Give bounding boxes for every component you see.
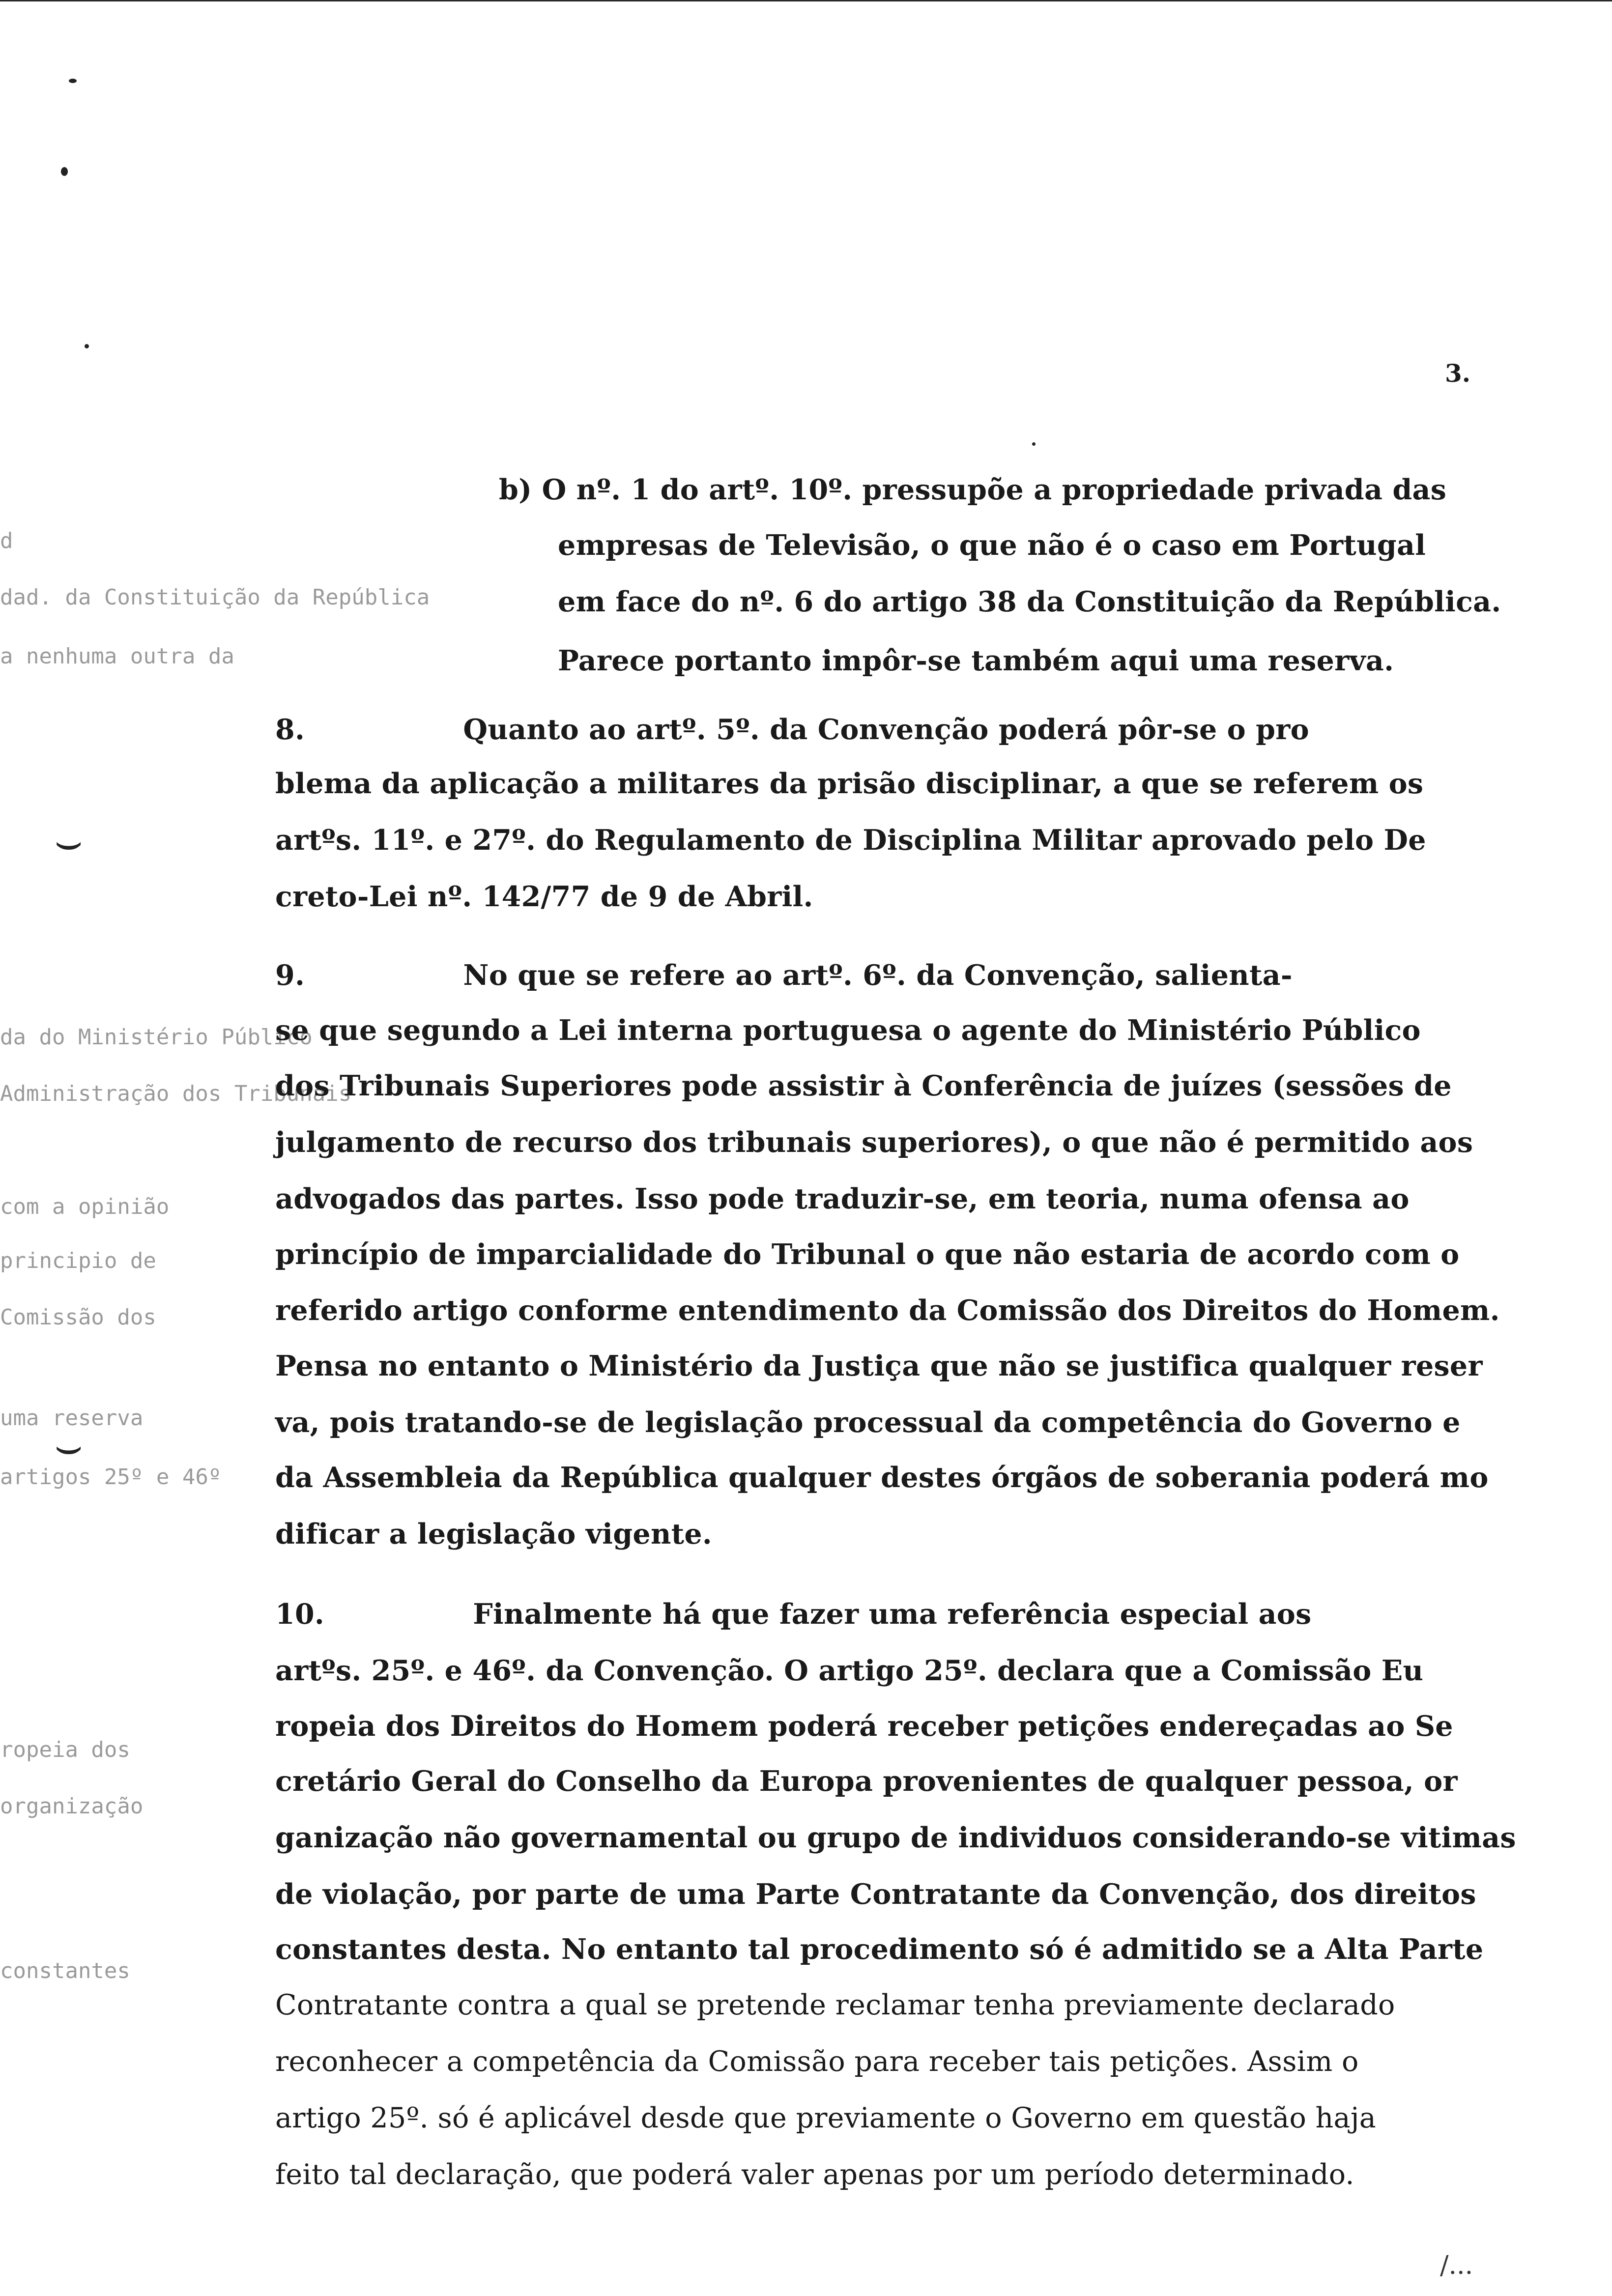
body-line: feito tal declaração, que poderá valer apenas por um período determinado. xyxy=(275,2158,1354,2191)
scan-speck xyxy=(69,79,77,83)
margin-bleed-text: dad. da Constituição da República xyxy=(0,585,430,610)
body-line: de violação, por parte de uma Parte Contratante da Convenção, dos direitos xyxy=(275,1878,1476,1911)
body-line: creto-Lei nº. 142/77 de 9 de Abril. xyxy=(275,880,813,913)
margin-bleed-text: organização xyxy=(0,1794,144,1819)
body-line: artºs. 11º. e 27º. do Regulamento de Disciplina Militar aprovado pelo De xyxy=(275,824,1426,857)
body-line: Pensa no entanto o Ministério da Justiça que não se justifica qualquer reser xyxy=(275,1349,1483,1382)
margin-bleed-text: ropeia dos xyxy=(0,1737,130,1762)
body-line: Parece portanto impôr-se também aqui uma reserva. xyxy=(558,644,1394,677)
body-line: ropeia dos Direitos do Homem poderá receber petições endereçadas ao Se xyxy=(275,1710,1453,1743)
margin-bleed-text: constantes xyxy=(0,1958,130,1983)
margin-bleed-text: Comissão dos xyxy=(0,1305,156,1330)
margin-bleed-text: artigos 25º e 46º xyxy=(0,1464,222,1490)
body-line: artºs. 25º. e 46º. da Convenção. O artigo 25º. declara que a Comissão Eu xyxy=(275,1654,1424,1687)
page-top-edge xyxy=(0,0,1612,1)
body-line: da Assembleia da República qualquer destes órgãos de soberania poderá mo xyxy=(275,1461,1489,1494)
margin-bleed-text: uma reserva xyxy=(0,1406,144,1431)
body-line: empresas de Televisão, o que não é o caso em Portugal xyxy=(558,529,1426,562)
body-line: se que segundo a Lei interna portuguesa o agente do Ministério Público xyxy=(275,1014,1421,1047)
scan-speck xyxy=(85,344,89,348)
body-line: cretário Geral do Conselho da Europa provenientes de qualquer pessoa, or xyxy=(275,1765,1458,1798)
body-line: referido artigo conforme entendimento da Comissão dos Direitos do Homem. xyxy=(275,1294,1500,1327)
body-line: blema da aplicação a militares da prisão disciplinar, a que se referem os xyxy=(275,767,1424,800)
body-line: em face do nº. 6 do artigo 38 da Constituição da República. xyxy=(558,585,1501,618)
margin-bleed-text: com a opinião xyxy=(0,1194,170,1219)
body-line: reconhecer a competência da Comissão para receber tais petições. Assim o xyxy=(275,2045,1359,2078)
scan-speck xyxy=(1032,442,1036,446)
body-line: advogados das partes. Isso pode traduzir-se, em teoria, numa ofensa ao xyxy=(275,1182,1410,1215)
body-line: constantes desta. No entanto tal procedimento só é admitido se a Alta Parte xyxy=(275,1933,1484,1966)
body-line: 9. No que se refere ao artº. 6º. da Convenção, salienta- xyxy=(275,959,1293,992)
body-line: julgamento de recurso dos tribunais superiores), o que não é permitido aos xyxy=(275,1126,1473,1159)
margin-bleed-text: da do Ministério Público xyxy=(0,1025,313,1050)
body-line: 10. Finalmente há que fazer uma referência especial aos xyxy=(275,1598,1312,1631)
continued-marker: /... xyxy=(1440,2251,1473,2280)
page-number: 3. xyxy=(1445,359,1471,388)
body-line: va, pois tratando-se de legislação processual da competência do Governo e xyxy=(275,1406,1461,1439)
body-line: artigo 25º. só é aplicável desde que previamente o Governo em questão haja xyxy=(275,2102,1377,2134)
body-line: Contratante contra a qual se pretende reclamar tenha previamente declarado xyxy=(275,1989,1395,2021)
margin-bleed-text: a nenhuma outra da xyxy=(0,644,234,669)
body-line: dificar a legislação vigente. xyxy=(275,1518,713,1550)
margin-bleed-text: d xyxy=(0,528,13,553)
body-line: princípio de imparcialidade do Tribunal o que não estaria de acordo com o xyxy=(275,1238,1460,1271)
body-line: ganização não governamental ou grupo de individuos considerando-se vitimas xyxy=(275,1821,1516,1854)
scan-speck xyxy=(61,167,68,176)
body-line: dos Tribunais Superiores pode assistir à Conferência de juízes (sessões de xyxy=(275,1069,1452,1102)
handwritten-check-mark: ⌣ xyxy=(54,1420,84,1472)
handwritten-check-mark: ⌣ xyxy=(54,816,84,867)
margin-bleed-text: Administração dos Tribunais xyxy=(0,1081,352,1106)
body-line: b) O nº. 1 do artº. 10º. pressupõe a propriedade privada das xyxy=(499,473,1447,506)
body-line: 8. Quanto ao artº. 5º. da Convenção poderá pôr-se o pro xyxy=(275,713,1309,746)
margin-bleed-text: principio de xyxy=(0,1248,156,1273)
